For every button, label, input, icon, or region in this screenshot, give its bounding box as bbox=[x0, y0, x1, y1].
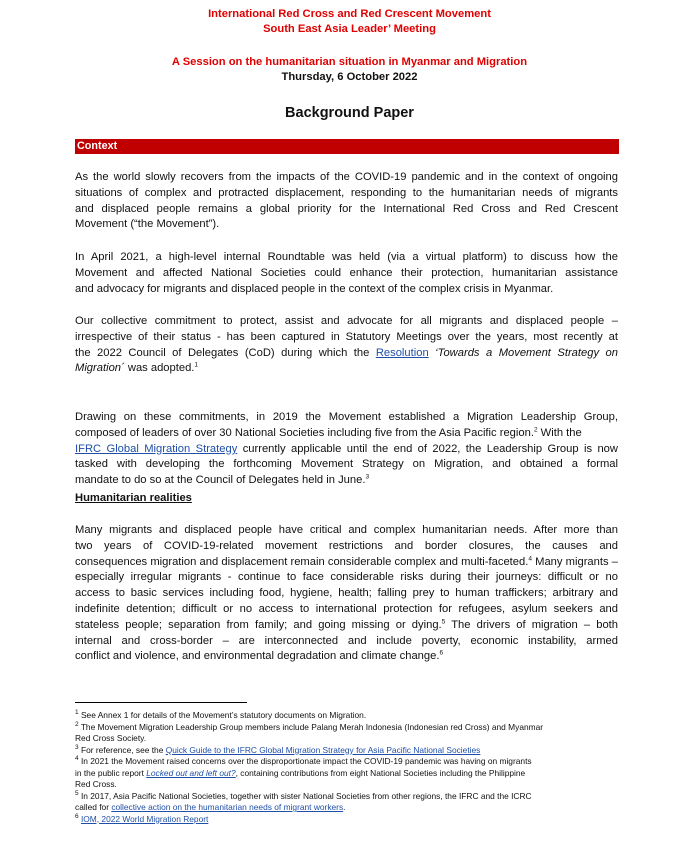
realities-heading: Humanitarian realities bbox=[75, 492, 192, 504]
footnotes bbox=[75, 710, 620, 825]
text-span: currently applicable until the end of 2022, the Leadership Group is now bbox=[237, 442, 618, 455]
footnote-number: 3 bbox=[75, 743, 79, 751]
text-span: the 2022 Council of Delegates (CoD) during which the bbox=[75, 346, 376, 359]
document-title: Background Paper bbox=[285, 105, 414, 121]
text-span: Many migrants – bbox=[531, 555, 618, 568]
text-line: Our collective commitment to protect, assist and advocate for all migrants and displaced people – bbox=[75, 315, 618, 327]
collective-action-link[interactable]: collective action on the humanitarian needs of migrant workers bbox=[111, 802, 344, 812]
footnote-6 bbox=[75, 814, 620, 826]
footnote-number: 4 bbox=[75, 755, 79, 763]
footnote-text: . bbox=[343, 802, 346, 812]
session-heading: A Session on the humanitarian situation in Myanmar and Migration bbox=[171, 56, 528, 68]
text-line: and advocacy for migrants and displaced people in the context of the complex crisis in Myanmar. bbox=[75, 282, 554, 295]
text-line bbox=[75, 473, 618, 489]
text-line bbox=[75, 618, 618, 634]
text-line: Many migrants and displaced people have critical and complex humanitarian needs. After more than bbox=[75, 524, 618, 536]
footnote-ref-3[interactable]: 3 bbox=[365, 473, 370, 481]
footnote-5 bbox=[75, 791, 620, 803]
footnote-ref-2[interactable]: 2 bbox=[533, 426, 538, 434]
resolution-link[interactable]: Resolution bbox=[375, 346, 429, 359]
quick-guide-link[interactable]: Quick Guide to the IFRC Global Migration Strategy for Asia Pacific National Societies bbox=[165, 744, 481, 755]
ifrc-strategy-link[interactable]: IFRC Global Migration Strategy bbox=[75, 442, 238, 455]
text-span: consequences migration and displacement remain considerable complex and multi-faceted. bbox=[75, 555, 529, 568]
text-span: composed of leaders of over 30 National Societies including five from the Asia Pacific region. bbox=[75, 426, 534, 439]
text-span: stateless people; separation from family; and going missing or dying. bbox=[75, 618, 442, 631]
text-line: Drawing on these commitments, in 2019 the Movement established a Migration Leadership Group, bbox=[75, 411, 618, 423]
footnote-text: In 2021 the Movement raised concerns over the disproportionate impact the COVID-19 pandemic was having on migrants bbox=[80, 756, 532, 766]
org-heading: International Red Cross and Red Crescent Movement bbox=[208, 8, 491, 20]
footnote-text: in the public report bbox=[75, 767, 147, 778]
session-date: Thursday, 6 October 2022 bbox=[281, 71, 418, 83]
footnote-5-cont bbox=[75, 802, 620, 814]
footnote-1 bbox=[75, 710, 620, 722]
text-line: and displaced people remains a global priority for the International Red Cross and Red Crescent bbox=[75, 202, 618, 215]
footnote-ref-5[interactable]: 5 bbox=[441, 618, 446, 626]
text-line: two years of COVID-19-related movement restrictions and border closures, the causes and bbox=[75, 539, 618, 552]
footnote-2 bbox=[75, 722, 620, 734]
footnote-4 bbox=[75, 756, 620, 768]
text-span: conflict and violence, and environmental degradation and climate change. bbox=[75, 650, 440, 663]
text-line: access to basic services including food, hygiene, health; falling prey to human traffickers; arbitrary and bbox=[75, 587, 618, 600]
footnote-3 bbox=[75, 745, 620, 757]
footnote-ref-6[interactable]: 6 bbox=[439, 649, 444, 657]
context-heading: Context bbox=[75, 139, 619, 154]
footnote-text: called for bbox=[75, 802, 112, 812]
text-span: mandate to do so at the Council of Delegates held in June. bbox=[75, 474, 366, 487]
footnote-text: In 2017, Asia Pacific National Societies, together with sister National Societies from other regions, the IFRC and the ICRC bbox=[80, 790, 532, 801]
text-line: Movement and affected National Societies could enhance their protection, humanitarian assistance bbox=[75, 266, 618, 279]
text-line bbox=[75, 426, 618, 442]
text-line: Movement (“the Movement”). bbox=[75, 218, 220, 231]
footnote-4-cont bbox=[75, 768, 620, 780]
text-line: especially irregular migrants - continue to face considerable risks during their journeys: difficult or no bbox=[75, 571, 618, 584]
footnote-2-cont: Red Cross Society. bbox=[75, 733, 147, 743]
text-line: indefinite detention; difficult or no access to international protection for refugees, asylum seekers and bbox=[75, 602, 618, 615]
resolution-title: ‘Towards a Movement Strategy on bbox=[428, 346, 618, 359]
footnote-number: 5 bbox=[75, 789, 79, 797]
footnote-text: The Movement Migration Leadership Group members include Palang Merah Indonesia (Indonesian red Cross) and Myanmar bbox=[80, 721, 544, 732]
locked-out-report-link[interactable]: Locked out and left out? bbox=[146, 767, 236, 778]
text-line bbox=[75, 442, 618, 458]
text-line: As the world slowly recovers from the impacts of the COVID-19 pandemic and in the context of ongoing bbox=[75, 171, 618, 183]
context-paragraph-2 bbox=[75, 250, 618, 297]
text-line bbox=[75, 555, 618, 571]
footnote-ref-1[interactable]: 1 bbox=[194, 361, 199, 369]
text-span: The drivers of migration – both bbox=[445, 618, 618, 631]
footnote-separator bbox=[75, 702, 247, 703]
footnote-4-cont: Red Cross. bbox=[75, 779, 117, 789]
context-paragraph-4 bbox=[75, 410, 618, 489]
footnote-ref-4[interactable]: 4 bbox=[528, 554, 532, 562]
context-paragraph-3 bbox=[75, 314, 618, 377]
iom-report-link[interactable]: IOM, 2022 World Migration Report bbox=[80, 813, 209, 824]
footnote-number: 1 bbox=[75, 709, 79, 717]
text-line bbox=[75, 346, 618, 362]
resolution-title-end: Migration´ bbox=[75, 362, 125, 375]
footnote-text: See Annex 1 for details of the Movement’s statutory documents on Migration. bbox=[80, 710, 367, 720]
realities-paragraph bbox=[75, 523, 618, 665]
text-span: With the bbox=[537, 426, 582, 439]
text-line: In April 2021, a high-level internal Roundtable was held (via a virtual platform) to discuss how the bbox=[75, 251, 618, 263]
footnote-number: 6 bbox=[75, 812, 79, 820]
text-span: was adopted. bbox=[124, 362, 195, 375]
text-line: irrespective of their status - has been captured in Statutory Meetings over the years, most recently at bbox=[75, 330, 618, 343]
meeting-heading: South East Asia Leader’ Meeting bbox=[263, 23, 436, 35]
footnote-text: , containing contributions from eight National Societies including the Philippine bbox=[235, 767, 526, 778]
text-line: internal and cross-border – are interconnected and include poverty, economic instability, armed bbox=[75, 634, 618, 647]
footnote-number: 2 bbox=[75, 720, 79, 728]
context-paragraph-1 bbox=[75, 170, 618, 233]
text-line: situations of complex and protracted displacement, responding to the humanitarian needs of migrants bbox=[75, 186, 618, 199]
footnote-text: For reference, see the bbox=[80, 744, 166, 755]
text-line bbox=[75, 361, 618, 377]
text-line bbox=[75, 649, 618, 665]
text-line: tasked with developing the forthcoming Movement Strategy on Migration, and obtained a formal bbox=[75, 458, 618, 471]
